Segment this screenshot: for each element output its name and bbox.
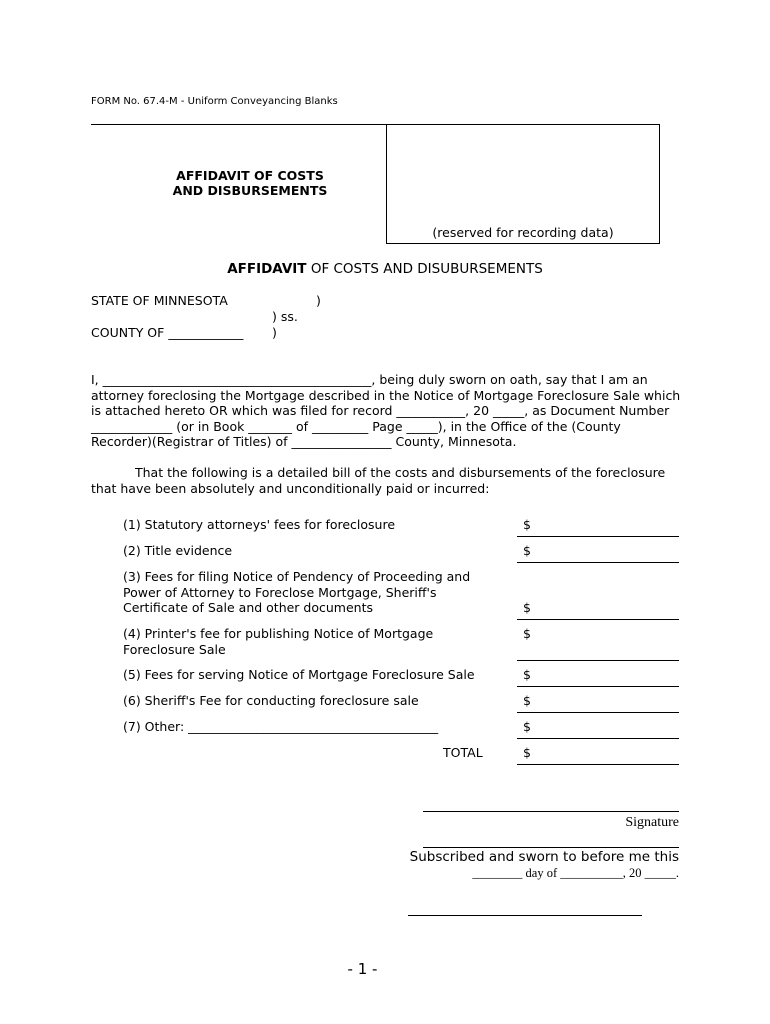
main-title	[91, 261, 679, 277]
cost-item-line	[517, 536, 679, 537]
page-number: - 1 -	[347, 960, 378, 978]
cost-item-label: (5) Fees for serving Notice of Mortgage Foreclosure Sale	[123, 667, 475, 682]
main-title-bold: AFFIDAVIT	[227, 261, 307, 277]
venue-county: COUNTY OF ____________	[91, 325, 244, 340]
document-title-line-2: AND DISBURSEMENTS	[172, 183, 328, 198]
venue-state: STATE OF MINNESOTA	[91, 293, 228, 308]
notary-date-line: ________ day of __________, 20 _____.	[472, 866, 679, 880]
total-dollar: $	[523, 745, 531, 760]
cost-item-dollar: $	[523, 600, 531, 615]
cost-item-label: (3) Fees for filing Notice of Pendency of Proceeding and Power of Attorney to Foreclose Mortgage, Sheriff's Certificate of Sale and other documents	[123, 569, 471, 615]
document-title-block	[150, 168, 350, 198]
cost-item-label: (4) Printer's fee for publishing Notice of Mortgage Foreclosure Sale	[123, 626, 434, 657]
cost-item-label: (6) Sheriff's Fee for conducting foreclosure sale	[123, 693, 419, 708]
venue-paren-2: )	[272, 325, 277, 340]
notary-line	[423, 847, 679, 848]
cost-item-dollar: $	[523, 719, 531, 734]
signature-label: Signature	[625, 815, 679, 830]
header-rule	[91, 124, 387, 125]
cost-item-line	[517, 562, 679, 563]
cost-item-label: (1) Statutory attorneys' fees for foreclosure	[123, 517, 396, 532]
notary-signature-line	[408, 915, 642, 916]
venue-ss: ) ss.	[272, 309, 298, 324]
form-number: FORM No. 67.4-M - Uniform Conveyancing Blanks	[91, 96, 338, 107]
cost-item-label: (7) Other: ________________________________________	[123, 719, 439, 734]
cost-item-line	[517, 660, 679, 661]
cost-item-dollar: $	[523, 626, 531, 641]
cost-item-line	[517, 712, 679, 713]
cost-item-line	[517, 619, 679, 620]
cost-item-dollar: $	[523, 667, 531, 682]
signature-line	[423, 811, 679, 812]
cost-item-line	[517, 686, 679, 687]
recording-data-label: (reserved for recording data)	[432, 225, 614, 240]
total-label: TOTAL	[443, 745, 483, 760]
main-title-rest: OF COSTS AND DISUBURSEMENTS	[306, 261, 543, 277]
cost-item-label: (2) Title evidence	[123, 543, 233, 558]
total-line	[517, 764, 679, 765]
venue-paren-1: )	[316, 293, 321, 308]
oath-paragraph: I, ___________________________________________, being duly sworn on oath, say that I am an attorney foreclosing the Mortgage described in the Notice of Mortgage Foreclosure Sale which is attached hereto OR which was filed for record ___________, 20 _____, as Document Number _____________ (or in Book _______ of _________ Page _____), in the Office of the (County Recorder)(Registrar of Titles) of ________________ County, Minnesota.	[91, 372, 681, 449]
subscribed-text: Subscribed and sworn to before me this	[409, 849, 679, 865]
cost-item-dollar: $	[523, 543, 531, 558]
bill-paragraph: That the following is a detailed bill of the costs and disbursements of the foreclosure that have been absolutely and unconditionally paid or incurred:	[91, 465, 666, 496]
cost-item-line	[517, 738, 679, 739]
cost-item-dollar: $	[523, 517, 531, 532]
cost-item-dollar: $	[523, 693, 531, 708]
document-title-line-1: AFFIDAVIT OF COSTS	[176, 168, 324, 183]
recording-data-box	[386, 124, 660, 244]
